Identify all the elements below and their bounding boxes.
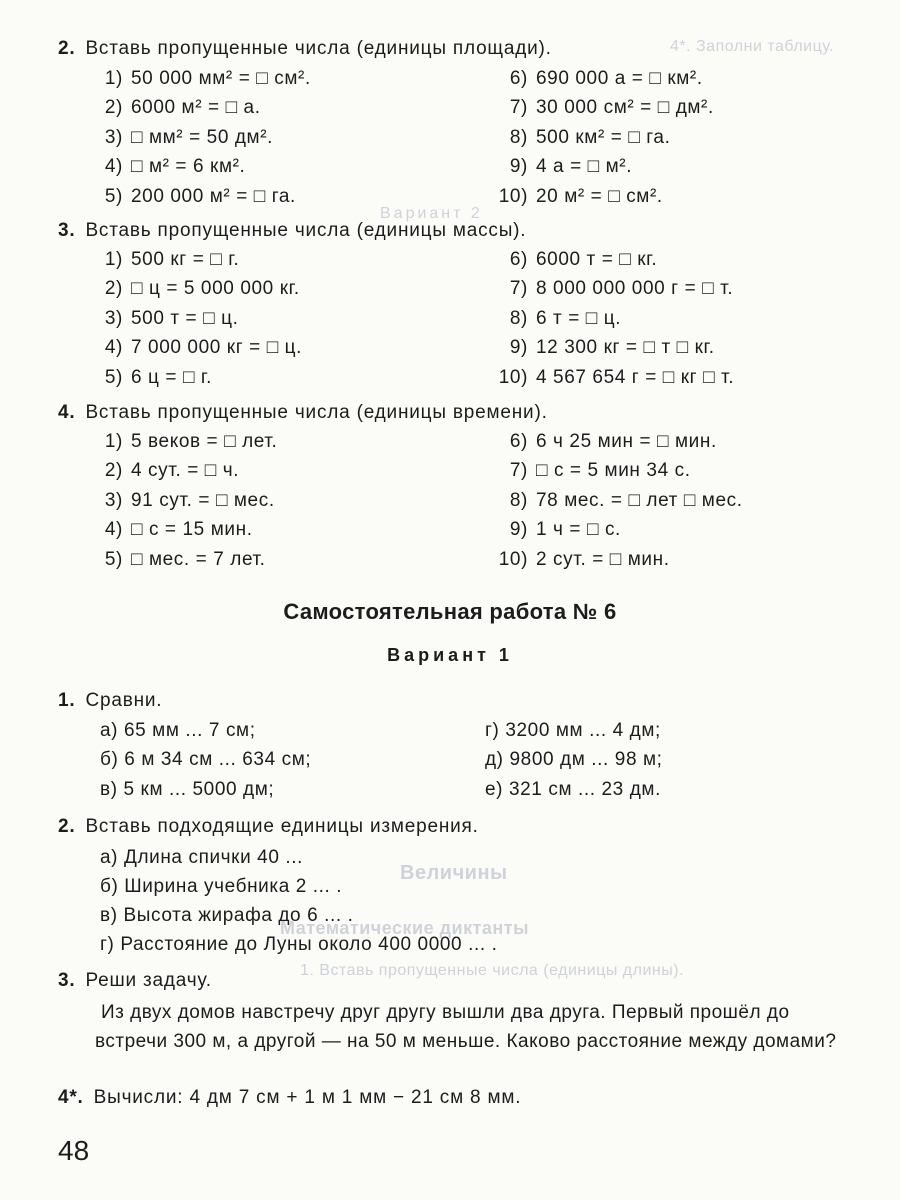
item-text: 6 ц = □ г. [131, 366, 213, 388]
item-text: □ ц = 5 000 000 кг. [131, 278, 300, 300]
bleed-text-e: 1. Вставь пропущенные числа (единицы длины). [300, 962, 685, 979]
item-number: 9) [509, 156, 528, 178]
item-number: 2) [104, 460, 123, 482]
item-text: 20 м² = □ см². [536, 185, 663, 207]
item-text: □ с = 15 мин. [131, 519, 253, 541]
page-number: 48 [58, 1135, 90, 1166]
task-number: 4. [58, 402, 76, 423]
task-title: Вставь подходящие единицы измерения. [85, 816, 479, 837]
list-item: в) Высота жирафа до 6 ... . [100, 904, 354, 926]
item-text: 8 000 000 000 г = □ т. [536, 278, 734, 300]
item-number: 1) [104, 430, 123, 452]
item-number: 7) [509, 460, 528, 482]
variant-title: Вариант 1 [387, 645, 513, 665]
item-text: □ с = 5 мин 34 с. [536, 460, 691, 482]
compare-item: д) 9800 дм ... 98 м; [485, 749, 663, 771]
list-item [95, 123, 855, 153]
item-number: 9) [509, 337, 528, 359]
bleed-text-b: Вариант 2 [380, 205, 483, 222]
item-text: 500 км² = □ га. [536, 126, 671, 148]
task-text: Вычисли: 4 дм 7 см + 1 м 1 мм − 21 см 8 мм. [93, 1087, 522, 1108]
compare-item: в) 5 км ... 5000 дм; [100, 778, 275, 800]
task-2-items [95, 64, 855, 212]
item-text: 6000 м² = □ а. [131, 97, 261, 119]
compare-item: а) 65 мм ... 7 см; [100, 719, 256, 741]
task-title: Вставь пропущенные числа (единицы времени). [85, 402, 548, 423]
item-number: 6) [509, 248, 528, 270]
task-number: 3. [58, 220, 76, 241]
item-text: 4 сут. = □ ч. [131, 460, 240, 482]
v1-task-2-heading [58, 816, 479, 838]
item-number: 1) [104, 248, 123, 270]
v1-task-4-heading [58, 1087, 521, 1109]
list-item [95, 334, 855, 364]
v1-task-3-heading [58, 970, 212, 992]
list-item [95, 363, 855, 393]
item-number: 4) [104, 156, 123, 178]
item-number: 6) [509, 430, 528, 452]
item-text: 91 сут. = □ мес. [131, 489, 275, 511]
list-item [95, 486, 855, 516]
item-text: □ мес. = 7 лет. [131, 548, 266, 570]
list-item [95, 245, 855, 275]
list-item [95, 516, 855, 546]
compare-item: е) 321 см ... 23 дм. [485, 778, 661, 800]
item-text: 690 000 а = □ км². [536, 67, 703, 89]
item-text: 1 ч = □ с. [536, 519, 621, 541]
task-3-heading [58, 220, 526, 242]
item-text: 6 ч 25 мин = □ мин. [536, 430, 717, 452]
list-item: г) Расстояние до Луны около 400 0000 ... . [100, 933, 498, 955]
task-title: Сравни. [85, 690, 163, 711]
item-number: 7) [509, 97, 528, 119]
item-text: 7 000 000 кг = □ ц. [131, 337, 303, 359]
task-3-items [95, 245, 855, 393]
item-number: 8) [509, 489, 528, 511]
item-text: 500 т = □ ц. [131, 307, 239, 329]
item-text: 4 а = □ м². [536, 156, 633, 178]
task-title: Вставь пропущенные числа (единицы массы). [85, 220, 527, 241]
item-number: 10) [498, 185, 528, 207]
list-item [95, 275, 855, 305]
item-number: 8) [509, 126, 528, 148]
list-item: б) Ширина учебника 2 ... . [100, 875, 343, 897]
item-number: 2) [104, 97, 123, 119]
item-text: 6 т = □ ц. [536, 307, 622, 329]
item-text: 4 567 654 г = □ кг □ т. [536, 366, 735, 388]
item-number: 3) [104, 307, 123, 329]
list-item [95, 304, 855, 334]
bleed-text-a: 4*. Заполни таблицу. [670, 38, 835, 55]
item-number: 9) [509, 519, 528, 541]
item-text: 5 веков = □ лет. [131, 430, 278, 452]
bleed-text-d: Математические диктанты [280, 918, 529, 938]
list-item [95, 153, 855, 183]
list-item [100, 775, 860, 805]
item-number: 10) [498, 548, 528, 570]
task-number: 4*. [58, 1087, 84, 1108]
task-4-items [95, 427, 855, 575]
compare-item: г) 3200 мм ... 4 дм; [485, 719, 661, 741]
item-number: 5) [104, 548, 123, 570]
problem-paragraph: Из двух домов навстречу друг другу вышли два друга. Первый прошёл до встречи 300 м, а другой — на 50 м меньше. Каково расстояние между домами? [95, 1002, 837, 1052]
item-number: 10) [498, 366, 528, 388]
item-number: 3) [104, 489, 123, 511]
list-item [100, 716, 860, 746]
list-item [95, 457, 855, 487]
list-item [95, 64, 855, 94]
task-2-heading [58, 38, 552, 60]
list-item [95, 94, 855, 124]
item-number: 6) [509, 67, 528, 89]
v1-task-1-heading [58, 690, 162, 712]
item-text: 12 300 кг = □ т □ кг. [536, 337, 715, 359]
item-text: 50 000 мм² = □ см². [131, 67, 311, 89]
v1-task-1-items [100, 716, 860, 805]
item-number: 4) [104, 519, 123, 541]
task-title: Реши задачу. [85, 970, 212, 991]
list-item [95, 545, 855, 575]
item-text: 2 сут. = □ мин. [536, 548, 670, 570]
item-number: 7) [509, 278, 528, 300]
section-title: Самостоятельная работа № 6 [283, 599, 617, 624]
item-number: 1) [104, 67, 123, 89]
v1-task-2-items [100, 843, 498, 959]
item-text: 200 000 м² = □ га. [131, 185, 296, 207]
item-text: 6000 т = □ кг. [536, 248, 658, 270]
list-item [100, 746, 860, 776]
task-number: 3. [58, 970, 76, 991]
item-number: 5) [104, 366, 123, 388]
list-item [95, 427, 855, 457]
task-title: Вставь пропущенные числа (единицы площади). [85, 38, 552, 59]
item-number: 3) [104, 126, 123, 148]
list-item: а) Длина спички 40 ... [100, 846, 304, 868]
list-item [95, 182, 855, 212]
item-text: 78 мес. = □ лет □ мес. [536, 489, 743, 511]
item-number: 2) [104, 278, 123, 300]
compare-item: б) 6 м 34 см ... 634 см; [100, 749, 312, 771]
task-4-heading [58, 402, 548, 424]
item-number: 5) [104, 185, 123, 207]
problem-text [95, 998, 865, 1056]
task-number: 1. [58, 690, 76, 711]
bleed-text-c: Величины [400, 862, 508, 884]
task-number: 2. [58, 38, 76, 59]
item-number: 8) [509, 307, 528, 329]
item-number: 4) [104, 337, 123, 359]
item-text: □ мм² = 50 дм². [131, 126, 274, 148]
item-text: 500 кг = □ г. [131, 248, 240, 270]
item-text: 30 000 см² = □ дм². [536, 97, 714, 119]
task-number: 2. [58, 816, 76, 837]
item-text: □ м² = 6 км². [131, 156, 246, 178]
